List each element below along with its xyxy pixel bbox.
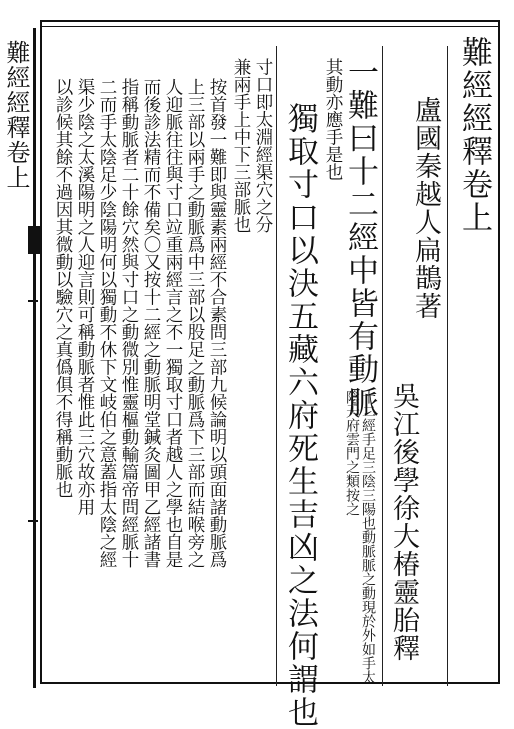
spine-edge: [33, 28, 36, 688]
commentary-line: 二而手太陰足少陰陽明何以獨動不休下文岐伯之意蓋指太陰之經: [97, 78, 117, 568]
binding-spine: [0, 0, 40, 699]
question-note-tail: 其動亦應手是也: [323, 58, 343, 181]
spine-tick: [28, 520, 38, 522]
commentary-line: 以診候其餘不過因其微動以驗穴之真僞俱不得稱動脈也: [53, 78, 73, 498]
margin-title: 難經經釋卷上: [2, 40, 30, 190]
commentary-line: 人迎脈往往與寸口竝重兩經言之不一獨取寸口者越人之學也自是: [163, 78, 183, 568]
commentary-line: 渠少陰之太溪陽明之人迎言則可稱動脈者惟此三穴故亦用: [75, 78, 95, 516]
commentary-line: 按首發一難即與靈素兩經不合素問三部九候論明以頭面諸動脈爲: [207, 78, 227, 568]
commentary-line: 指稱動脈者二十餘穴然與寸口之動微別惟靈樞動輸篇帝問經脈十: [119, 78, 139, 568]
answer-note-1: 寸口即太淵經渠穴之分: [253, 58, 273, 233]
page-frame: [40, 20, 500, 729]
commentary-line: 上三部以兩手之動脈爲中三部以股足之動脈爲下三部而結喉旁之: [185, 78, 205, 568]
question-text: 十二經中皆有動脈: [342, 155, 378, 419]
question-heading: [340, 56, 380, 419]
question-note: 十二經手足三陰三陽也動脈脈之動現於外如手太陰天府雲門之類按之: [344, 390, 376, 684]
book-title: 難經經釋卷上: [456, 36, 492, 234]
commentator-line: 吳江後學徐大椿靈胎釋: [388, 382, 419, 662]
answer-note-2: 兼兩手上中下三部脈也: [231, 58, 251, 233]
spine-tick: [28, 300, 38, 302]
commentary-line: 而後診法精而不備矣〇又按十二經之動脈明堂鍼灸圖甲乙經諸書: [141, 78, 161, 568]
spine-tab: [28, 226, 40, 254]
author-line: 盧國秦越人扁鵲著: [410, 96, 441, 320]
question-number: 一難曰: [342, 56, 378, 155]
question-text-2: 獨取寸口以決五藏六府死生吉凶之法何謂也: [282, 102, 318, 729]
